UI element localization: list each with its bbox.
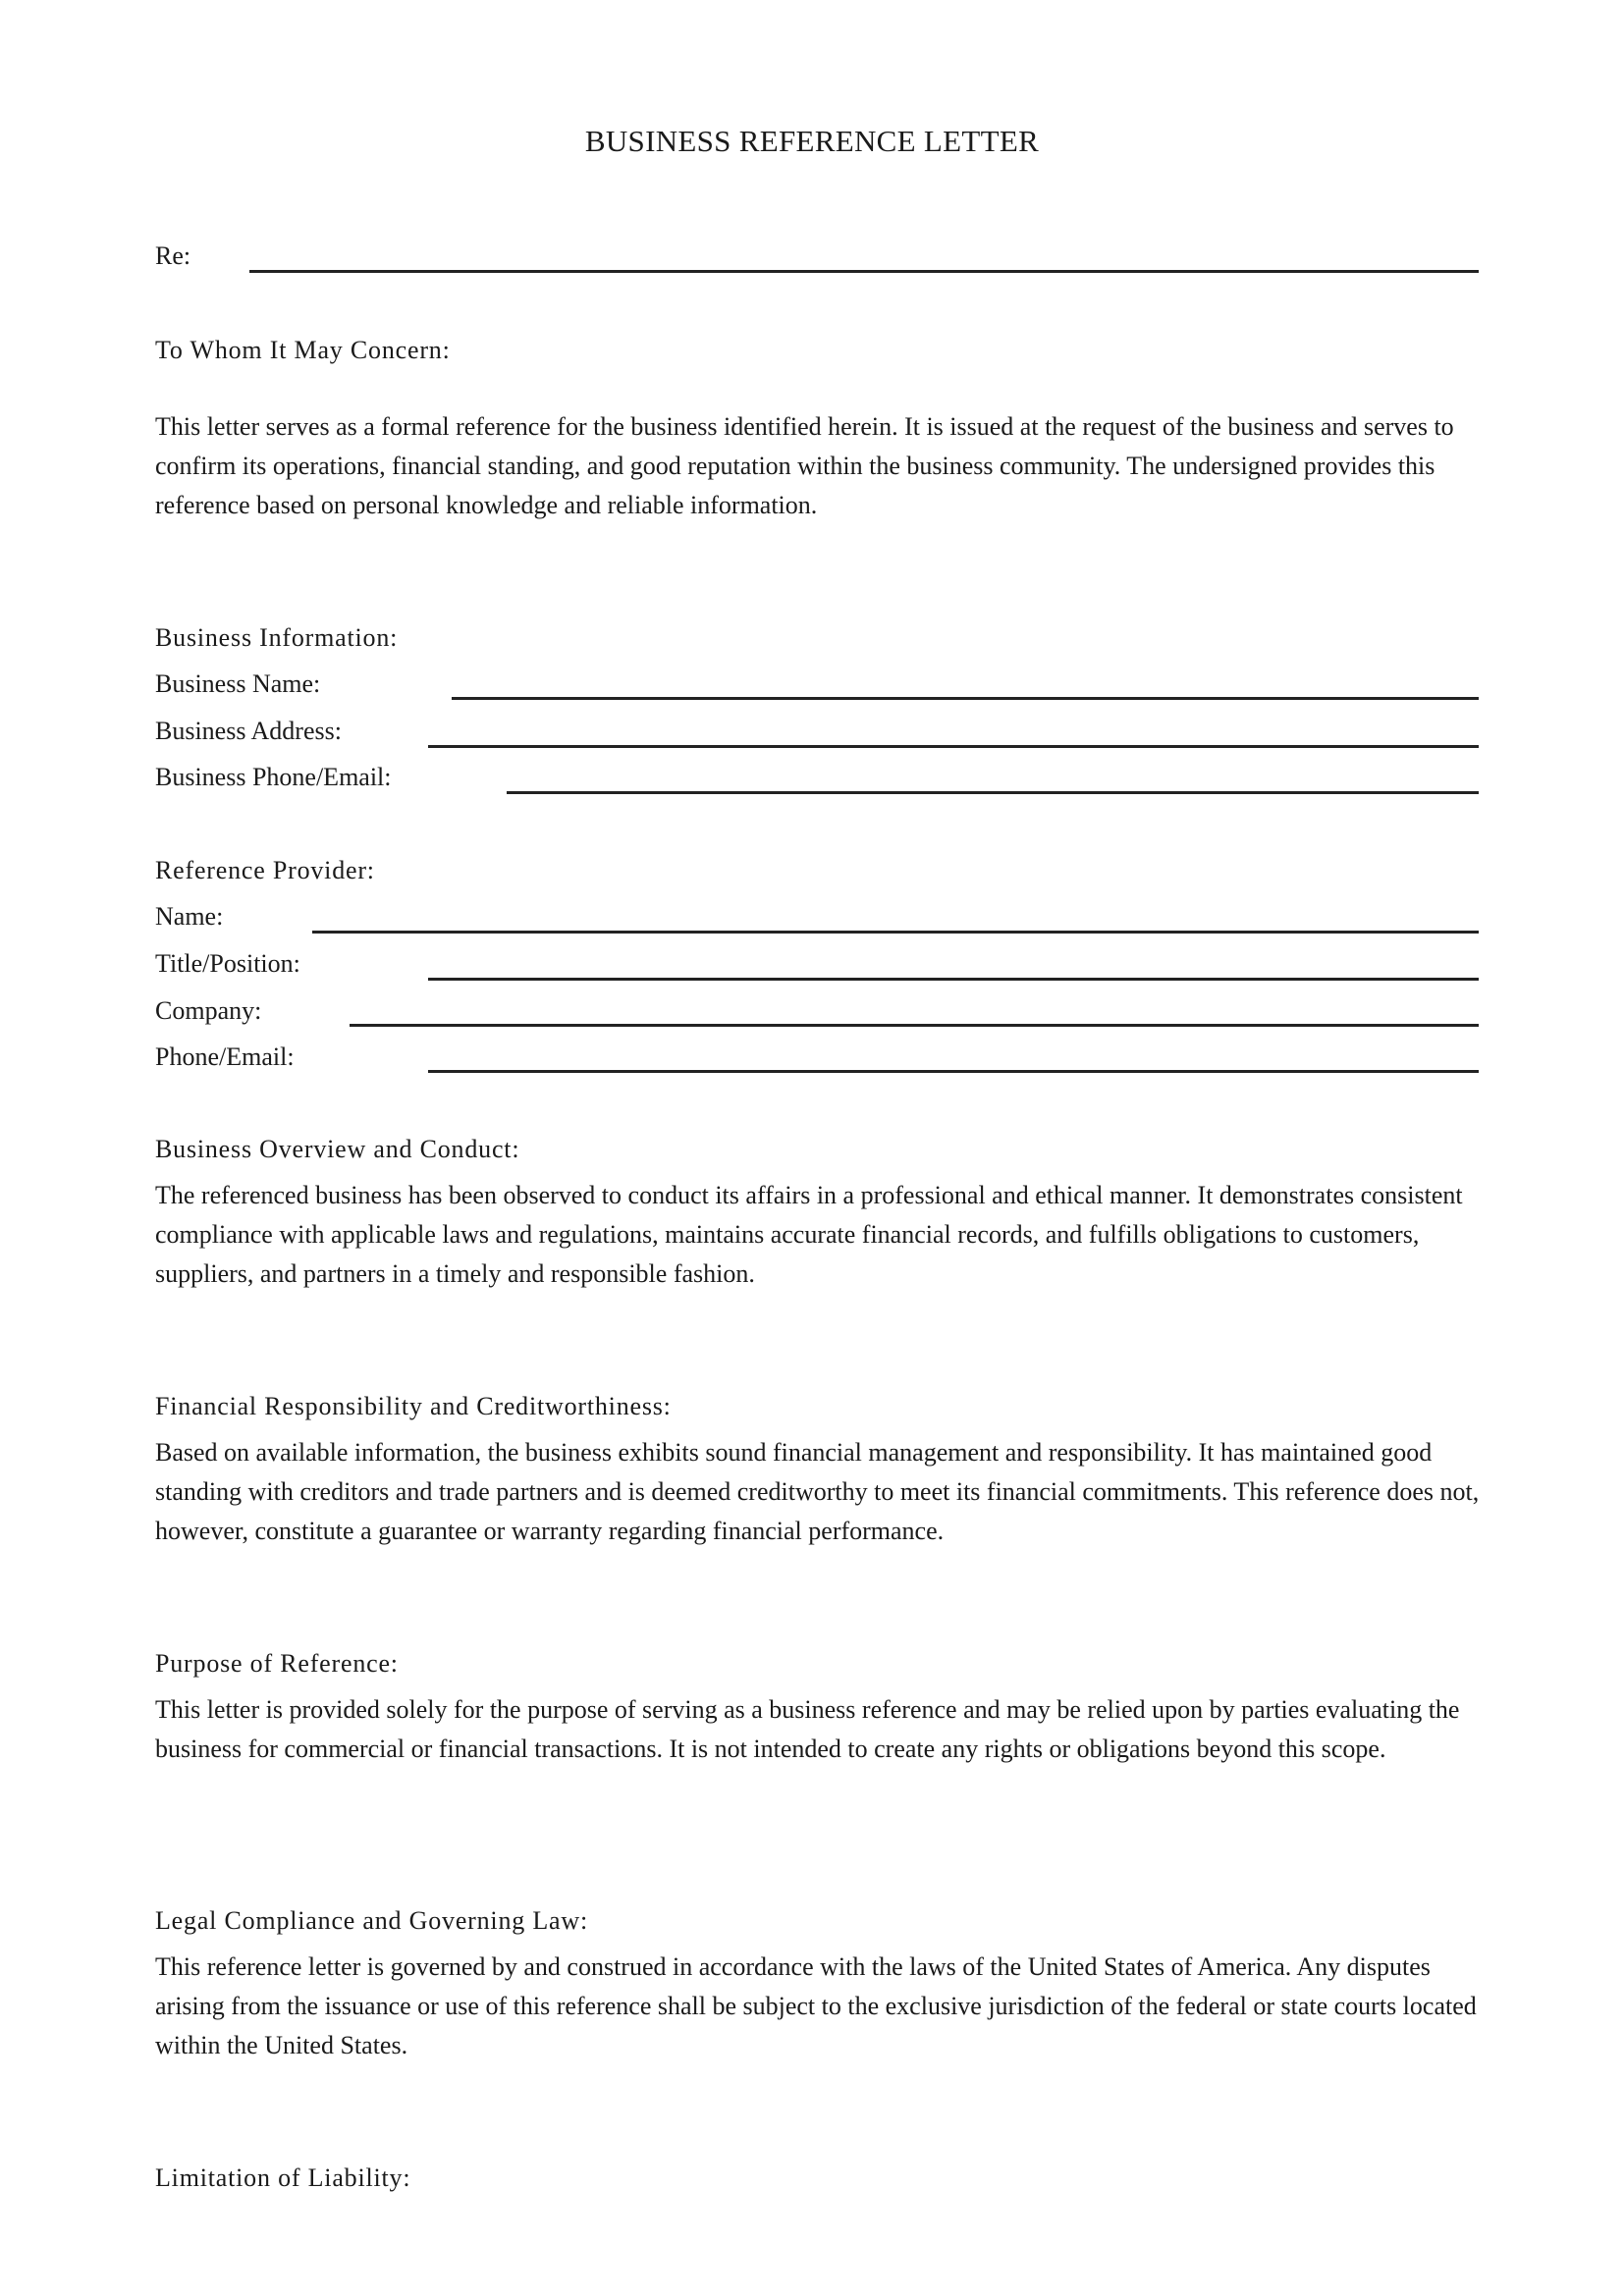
re-field[interactable] bbox=[249, 270, 1479, 273]
re-label: Re: bbox=[155, 241, 191, 270]
provider-name-field[interactable] bbox=[312, 931, 1479, 934]
liability-heading: Limitation of Liability: bbox=[155, 2163, 411, 2192]
business-name-label: Business Name: bbox=[155, 669, 321, 698]
purpose-heading: Purpose of Reference: bbox=[155, 1649, 399, 1678]
document-title: BUSINESS REFERENCE LETTER bbox=[584, 124, 1040, 158]
financial-heading: Financial Responsibility and Creditworthiness: bbox=[155, 1392, 672, 1420]
intro-paragraph: This letter serves as a formal reference for the business identified herein. It is issued at the request of the business and serves to confirm its operations, financial standing, and good reputation within the business community. The undersigned provides this reference based on personal knowledge and reliable information. bbox=[155, 412, 1454, 519]
purpose-paragraph: This letter is provided solely for the purpose of serving as a business reference and may be relied upon by parties evaluating the business for commercial or financial transactions. It is not intended to create any rights or obligations beyond this scope. bbox=[155, 1695, 1460, 1763]
business-address-label: Business Address: bbox=[155, 717, 342, 745]
provider-company-label: Company: bbox=[155, 996, 262, 1025]
business-info-heading: Business Information: bbox=[155, 623, 399, 652]
business-contact-label: Business Phone/Email: bbox=[155, 763, 392, 791]
provider-title-label: Title/Position: bbox=[155, 949, 300, 978]
provider-title-field[interactable] bbox=[428, 978, 1479, 981]
overview-heading: Business Overview and Conduct: bbox=[155, 1135, 520, 1163]
salutation: To Whom It May Concern: bbox=[155, 336, 451, 364]
provider-name-label: Name: bbox=[155, 902, 224, 931]
business-address-field[interactable] bbox=[428, 745, 1479, 748]
business-name-field[interactable] bbox=[452, 697, 1479, 700]
provider-company-field[interactable] bbox=[350, 1024, 1479, 1027]
reference-provider-heading: Reference Provider: bbox=[155, 856, 375, 884]
provider-contact-field[interactable] bbox=[428, 1070, 1479, 1073]
overview-paragraph: The referenced business has been observed to conduct its affairs in a professional and ethical manner. It demonstrates consistent compliance with applicable laws and regulations, maintains accurate financial records, and fulfills obligations to customers, suppliers, and partners in a timely and responsible fashion. bbox=[155, 1181, 1463, 1288]
provider-contact-label: Phone/Email: bbox=[155, 1042, 295, 1071]
legal-paragraph: This reference letter is governed by and construed in accordance with the laws of the United States of America. Any disputes arising from the issuance or use of this reference shall be subject to the exclusive jurisdiction of the federal or state courts located within the United States. bbox=[155, 1952, 1477, 2059]
financial-paragraph: Based on available information, the business exhibits sound financial management and responsibility. It has maintained good standing with creditors and trade partners and is deemed creditworthy to meet its financial commitments. This reference does not, however, constitute a guarantee or warranty regarding financial performance. bbox=[155, 1438, 1480, 1545]
business-contact-field[interactable] bbox=[507, 791, 1479, 794]
legal-heading: Legal Compliance and Governing Law: bbox=[155, 1906, 588, 1935]
